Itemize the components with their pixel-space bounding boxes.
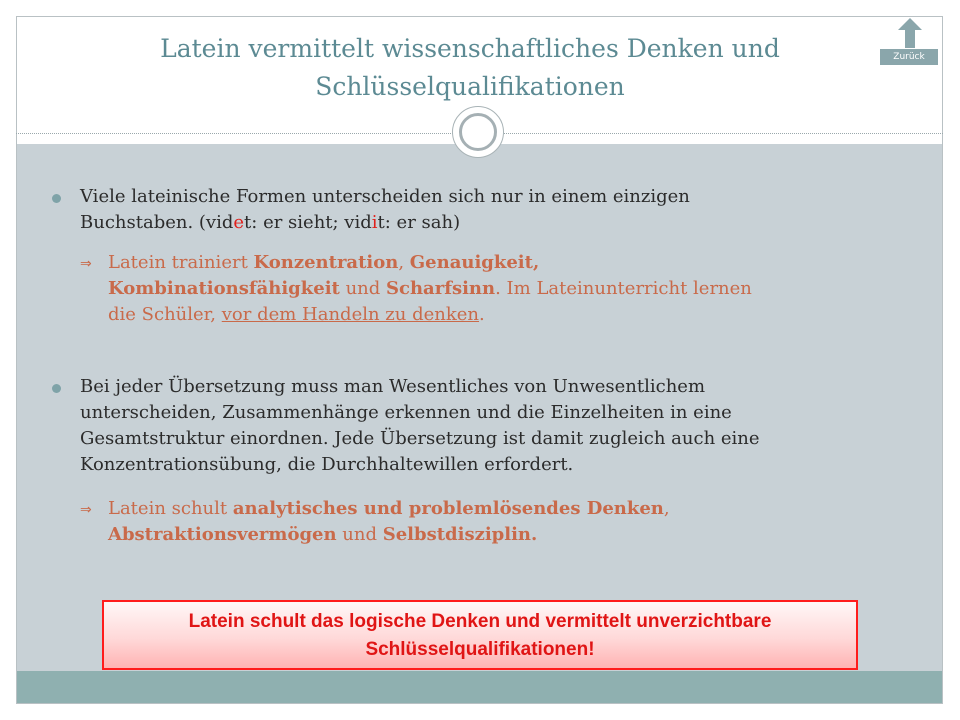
bullet-1-line-1: Viele lateinische Formen unterscheiden sich nur in einem einzigen xyxy=(80,186,690,207)
sub-2-line-2: Abstraktionsvermögen und Selbstdisziplin. xyxy=(108,524,538,545)
divider-circle-ornament xyxy=(452,106,504,158)
slide-title xyxy=(70,30,870,106)
bullet-2-line-4: Konzentrationsübung, die Durchhaltewillen erfordert. xyxy=(80,454,574,475)
bullet-dot xyxy=(52,194,61,203)
title-line-1: Latein vermittelt wissenschaftliches Denken und xyxy=(160,34,780,63)
sub-1-line-3: die Schüler, vor dem Handeln zu denken. xyxy=(108,304,485,325)
bullet-2-line-2: unterscheiden, Zusammenhänge erkennen und die Einzelheiten in eine xyxy=(80,402,732,423)
implies-arrow-icon: ⇒ xyxy=(80,502,92,518)
link-vor-dem-handeln: vor dem Handeln zu denken xyxy=(221,304,480,325)
sub-2-text xyxy=(108,496,908,548)
sub-1-line-2: Kombinationsfähigkeit und Scharfsinn. Im Lateinunterricht lernen xyxy=(108,278,752,299)
sub-1-text xyxy=(108,250,908,328)
bullet-dot xyxy=(52,384,61,393)
callout-box xyxy=(102,600,858,670)
callout-line-2: Schlüsselqualifikationen! xyxy=(365,639,595,660)
up-arrow-icon xyxy=(898,18,922,48)
sub-1-line-1: Latein trainiert Konzentration, Genauigkeit, xyxy=(108,252,540,273)
title-line-2: Schlüsselqualifikationen xyxy=(315,72,625,101)
bullet-2-line-3: Gesamtstruktur einordnen. Jede Übersetzung ist damit zugleich auch eine xyxy=(80,428,760,449)
back-button[interactable] xyxy=(880,18,938,66)
sub-2-line-1: Latein schult analytisches und problemlösendes Denken, xyxy=(108,498,670,519)
implies-arrow-icon: ⇒ xyxy=(80,256,92,272)
bullet-2-text xyxy=(80,374,910,478)
circle-inner-ring xyxy=(459,113,497,151)
footer-band xyxy=(17,671,942,703)
bullet-1-text xyxy=(80,184,900,236)
bullet-1-line-2: Buchstaben. (videt: er sieht; vidit: er sah) xyxy=(80,212,461,233)
bullet-2-line-1: Bei jeder Übersetzung muss man Wesentliches von Unwesentlichem xyxy=(80,376,706,397)
callout-line-1: Latein schult das logische Denken und vermittelt unverzichtbare xyxy=(188,611,772,632)
back-label: Zurück xyxy=(880,49,938,65)
